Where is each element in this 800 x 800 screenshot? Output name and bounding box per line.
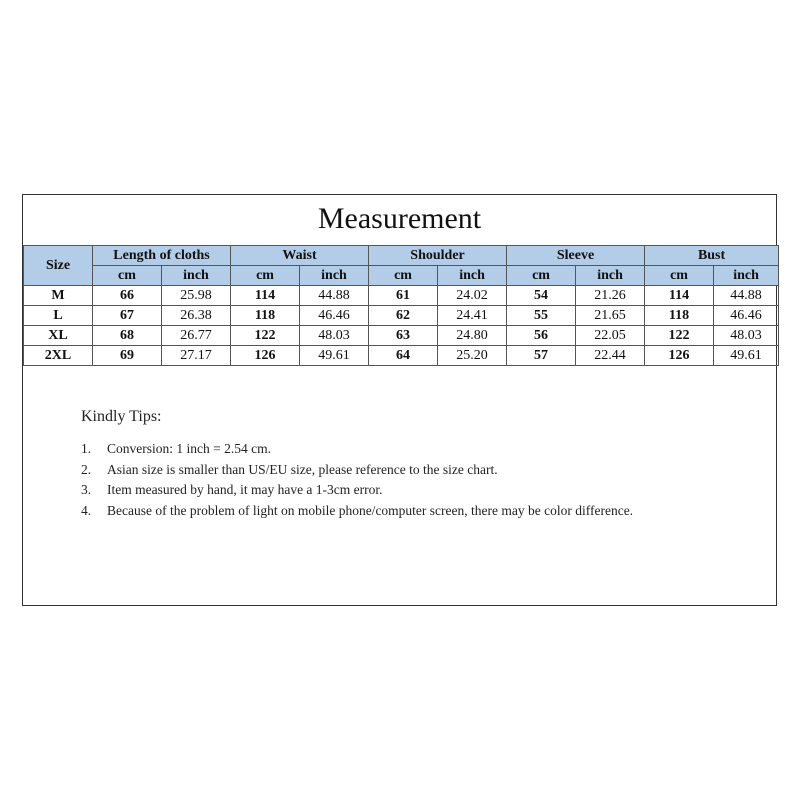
unit-header: inch (162, 266, 231, 286)
value-cell: 126 (645, 346, 714, 366)
value-cell: 27.17 (162, 346, 231, 366)
size-cell: M (24, 286, 93, 306)
value-cell: 56 (507, 326, 576, 346)
group-header-length: Length of cloths (93, 246, 231, 266)
header-row-units (24, 266, 779, 286)
unit-header: cm (369, 266, 438, 286)
value-cell: 66 (93, 286, 162, 306)
table-row (24, 286, 779, 306)
tip-number: 2. (81, 461, 92, 477)
value-cell: 22.05 (576, 326, 645, 346)
value-cell: 22.44 (576, 346, 645, 366)
value-cell: 114 (231, 286, 300, 306)
value-cell: 26.77 (162, 326, 231, 346)
value-cell: 24.02 (438, 286, 507, 306)
table-row (24, 326, 779, 346)
value-cell: 118 (231, 306, 300, 326)
value-cell: 55 (507, 306, 576, 326)
value-cell: 62 (369, 306, 438, 326)
table-row (24, 346, 779, 366)
unit-header: inch (714, 266, 779, 286)
value-cell: 118 (645, 306, 714, 326)
value-cell: 46.46 (714, 306, 779, 326)
group-header-bust: Bust (645, 246, 779, 266)
tip-text: Conversion: 1 inch = 2.54 cm. (107, 441, 271, 456)
value-cell: 122 (645, 326, 714, 346)
tip-number: 1. (81, 441, 92, 456)
size-cell: 2XL (24, 346, 93, 366)
value-cell: 24.41 (438, 306, 507, 326)
value-cell: 25.98 (162, 286, 231, 306)
unit-header: inch (576, 266, 645, 286)
value-cell: 67 (93, 306, 162, 326)
value-cell: 21.65 (576, 306, 645, 326)
list-item (81, 460, 651, 481)
list-item (81, 439, 651, 460)
table-row (24, 306, 779, 326)
size-cell: XL (24, 326, 93, 346)
size-table (23, 245, 779, 366)
group-header-shoulder: Shoulder (369, 246, 507, 266)
value-cell: 25.20 (438, 346, 507, 366)
value-cell: 122 (231, 326, 300, 346)
value-cell: 68 (93, 326, 162, 346)
value-cell: 48.03 (714, 326, 779, 346)
value-cell: 44.88 (300, 286, 369, 306)
group-header-waist: Waist (231, 246, 369, 266)
unit-header: inch (300, 266, 369, 286)
group-header-sleeve: Sleeve (507, 246, 645, 266)
unit-header: inch (438, 266, 507, 286)
tips-list (81, 439, 651, 521)
tip-text: Because of the problem of light on mobile phone/computer screen, there may be color difference. (107, 502, 634, 518)
tip-number: 4. (81, 502, 92, 518)
value-cell: 49.61 (714, 346, 779, 366)
value-cell: 64 (369, 346, 438, 366)
header-row-groups (24, 246, 779, 266)
tip-text: Asian size is smaller than US/EU size, please reference to the size chart. (107, 461, 498, 477)
unit-header: cm (507, 266, 576, 286)
tip-text: Item measured by hand, it may have a 1-3cm error. (107, 482, 383, 497)
value-cell: 21.26 (576, 286, 645, 306)
value-cell: 54 (507, 286, 576, 306)
value-cell: 61 (369, 286, 438, 306)
value-cell: 126 (231, 346, 300, 366)
size-chart-frame (22, 194, 777, 606)
value-cell: 44.88 (714, 286, 779, 306)
tip-number: 3. (81, 482, 92, 497)
value-cell: 48.03 (300, 326, 369, 346)
unit-header: cm (93, 266, 162, 286)
value-cell: 63 (369, 326, 438, 346)
value-cell: 46.46 (300, 306, 369, 326)
value-cell: 24.80 (438, 326, 507, 346)
value-cell: 57 (507, 346, 576, 366)
value-cell: 69 (93, 346, 162, 366)
kindly-tips (81, 407, 651, 521)
list-item (81, 501, 651, 522)
unit-header: cm (231, 266, 300, 286)
value-cell: 114 (645, 286, 714, 306)
tips-heading: Kindly Tips: (81, 408, 162, 425)
list-item (81, 480, 651, 501)
size-header: Size (24, 246, 93, 286)
size-cell: L (24, 306, 93, 326)
value-cell: 49.61 (300, 346, 369, 366)
unit-header: cm (645, 266, 714, 286)
value-cell: 26.38 (162, 306, 231, 326)
chart-title: Measurement (317, 202, 482, 235)
